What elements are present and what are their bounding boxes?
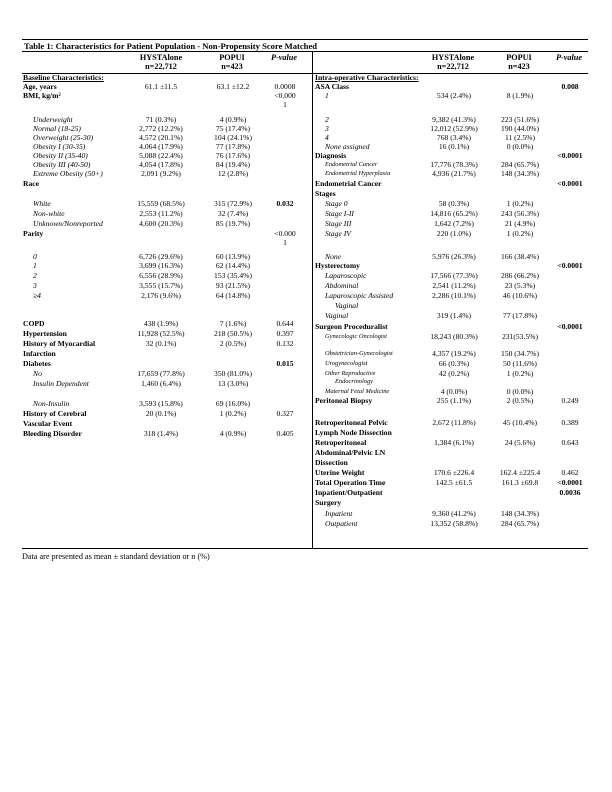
row-label: Endometrial Hyperplasia bbox=[325, 170, 391, 177]
hystalone-value: 6,556 (28.9%) bbox=[139, 271, 183, 280]
hystalone-value: 768 (3.4%) bbox=[436, 133, 472, 142]
popui-value: 69 (16.0%) bbox=[215, 399, 251, 408]
row-label: Urogynecologist bbox=[325, 360, 368, 367]
row-label: Laparoscopic bbox=[325, 271, 367, 280]
popui-value: 63.1 ±12.2 bbox=[216, 82, 250, 91]
hystalone-value: 18,243 (80.3%) bbox=[430, 332, 478, 341]
popui-value: 13 (3.0%) bbox=[217, 379, 249, 388]
row-label: Surgeon Proceduralist bbox=[315, 322, 388, 331]
popui-value: 12 (2.8%) bbox=[217, 169, 249, 178]
row-label: Stage I-II bbox=[325, 209, 354, 218]
popui-value: 161.3 ±69.8 bbox=[501, 478, 539, 487]
row-label: Race bbox=[23, 179, 40, 188]
popui-value: 11 (2.5%) bbox=[504, 133, 536, 142]
p-value: 1 bbox=[283, 238, 287, 247]
row-label: Diagnosis bbox=[315, 151, 347, 160]
row-label: Bleeding Disorder bbox=[23, 429, 82, 438]
hystalone-value: 170.6 ±226.4 bbox=[433, 468, 475, 477]
p-value: 0.015 bbox=[276, 359, 294, 368]
row-label: Parity bbox=[23, 229, 44, 238]
row-label: Normal (18-25) bbox=[33, 124, 81, 133]
row-label: Obesity II (35-40) bbox=[33, 151, 88, 160]
hystalone-value: 220 (1.0%) bbox=[436, 229, 472, 238]
p-value: 1 bbox=[283, 100, 287, 109]
p-value: 0.008 bbox=[561, 82, 579, 91]
p-value: <0.0001 bbox=[557, 261, 583, 270]
p-value: 0.032 bbox=[276, 199, 294, 208]
popui-value: 4 (0.9%) bbox=[219, 429, 247, 438]
row-label: 1 bbox=[325, 91, 329, 100]
hystalone-value: 319 (1.4%) bbox=[436, 311, 472, 320]
popui-value: 64 (14.8%) bbox=[215, 291, 251, 300]
p-value: 0.132 bbox=[276, 339, 294, 348]
hystalone-value: 16 (0.1%) bbox=[438, 142, 470, 151]
hystalone-value: 14,816 (65.2%) bbox=[430, 209, 478, 218]
p-value: 0.643 bbox=[561, 438, 579, 447]
row-label: Endometrial Cancer bbox=[315, 179, 382, 188]
column-divider bbox=[312, 52, 313, 548]
p-value: 0.0036 bbox=[559, 488, 581, 497]
hystalone-value: 2,772 (12.2%) bbox=[139, 124, 183, 133]
hystalone-value: 58 (0.3%) bbox=[438, 199, 470, 208]
hystalone-value: 2,672 (11.8%) bbox=[432, 418, 476, 427]
row-label: Stage IV bbox=[325, 229, 351, 238]
row-label: None assigned bbox=[325, 142, 370, 151]
header-right-hystalone: HYSTAlone n=22,712 bbox=[431, 53, 475, 71]
row-label: History of Myocardial bbox=[23, 339, 96, 348]
row-label: 2 bbox=[33, 271, 37, 280]
row-label: Non-Insulin bbox=[33, 399, 70, 408]
popui-value: 2 (0.5%) bbox=[506, 396, 534, 405]
hystalone-value: 4,936 (21.7%) bbox=[432, 169, 476, 178]
p-value: <0.0001 bbox=[557, 478, 583, 487]
hystalone-value: 4,054 (17.8%) bbox=[139, 160, 183, 169]
p-value: <0.0001 bbox=[557, 179, 583, 188]
row-label: Abdominal/Pelvic LN bbox=[315, 448, 386, 457]
popui-value: 84 (19.4%) bbox=[215, 160, 251, 169]
popui-value: 32 (7.4%) bbox=[217, 209, 249, 218]
popui-value: 190 (44.0%) bbox=[501, 124, 539, 133]
row-label: ASA Class bbox=[315, 82, 349, 91]
popui-value: 93 (21.5%) bbox=[215, 281, 251, 290]
row-label: Inpatient bbox=[325, 509, 353, 518]
hystalone-value: 255 (1.1%) bbox=[436, 396, 472, 405]
row-label: Retroperitoneal bbox=[315, 438, 367, 447]
row-label: 1 bbox=[33, 261, 37, 270]
popui-value: 4 (0.9%) bbox=[219, 115, 247, 124]
row-label: Infarction bbox=[23, 349, 56, 358]
hystalone-value: 17,776 (78.3%) bbox=[430, 160, 478, 169]
hystalone-value: 5,088 (22.4%) bbox=[139, 151, 183, 160]
row-label: Peritoneal Biopsy bbox=[315, 396, 373, 405]
popui-value: 0 (0.0%) bbox=[506, 387, 534, 396]
hystalone-value: 438 (1.9%) bbox=[143, 319, 179, 328]
row-label: White bbox=[33, 199, 51, 208]
hystalone-value: 32 (0.1%) bbox=[145, 339, 177, 348]
p-value: 0.405 bbox=[276, 429, 294, 438]
hystalone-value: 2,541 (11.2%) bbox=[432, 281, 476, 290]
row-label: 3 bbox=[33, 281, 37, 290]
hystalone-value: 12,012 (52.9%) bbox=[430, 124, 478, 133]
hystalone-value: 3,555 (15.7%) bbox=[139, 281, 183, 290]
row-label: Retroperitoneal Pelvic bbox=[315, 418, 388, 427]
hystalone-value: 4,064 (17.9%) bbox=[139, 142, 183, 151]
row-label: Abdominal bbox=[325, 281, 359, 290]
popui-value: 315 (72.9%) bbox=[214, 199, 252, 208]
popui-value: 7 (1.6%) bbox=[219, 319, 247, 328]
header-left-hystalone: HYSTAlone n=22,712 bbox=[139, 53, 183, 71]
row-label: Unknown/Nonreported bbox=[33, 219, 103, 228]
row-label: BMI, kg/m² bbox=[23, 91, 61, 100]
popui-value: 76 (17.6%) bbox=[215, 151, 251, 160]
row-label: Dissection bbox=[315, 458, 348, 467]
popui-value: 1 (0.2%) bbox=[506, 199, 534, 208]
row-label: Inpatient/Outpatient bbox=[315, 488, 383, 497]
hystalone-value: 2,091 (9.2%) bbox=[141, 169, 181, 178]
row-label: Endocrinology bbox=[335, 378, 373, 385]
hystalone-value: 61.1 ±11.5 bbox=[144, 82, 178, 91]
popui-value: 284 (65.7%) bbox=[501, 519, 539, 528]
row-label: Outpatient bbox=[325, 519, 358, 528]
table-title: Table 1: Characteristics for Patient Population - Non-Propensity Score Matched bbox=[22, 39, 588, 52]
row-label: Hypertension bbox=[23, 329, 67, 338]
hystalone-value: 4 (0.0%) bbox=[440, 387, 468, 396]
row-label: Vaginal bbox=[325, 311, 349, 320]
popui-value: 24 (5.6%) bbox=[504, 438, 536, 447]
hystalone-value: 4,600 (20.3%) bbox=[139, 219, 183, 228]
row-label: Stages bbox=[315, 189, 336, 198]
hystalone-value: 13,352 (58.8%) bbox=[430, 519, 478, 528]
popui-value: 77 (17.8%) bbox=[215, 142, 251, 151]
p-value: 0.389 bbox=[561, 418, 579, 427]
header-left-pvalue: P-value bbox=[271, 53, 297, 62]
hystalone-value: 42 (0.2%) bbox=[438, 369, 470, 378]
row-label: No bbox=[33, 369, 42, 378]
row-label: Insulin Dependent bbox=[33, 379, 89, 388]
hystalone-value: 9,382 (41.3%) bbox=[432, 115, 476, 124]
p-value: <0.0001 bbox=[557, 151, 583, 160]
row-label: Underweight bbox=[33, 115, 73, 124]
p-value: 0.327 bbox=[276, 409, 294, 418]
row-label: COPD bbox=[23, 319, 45, 328]
hystalone-value: 1,384 (6.1%) bbox=[434, 438, 474, 447]
row-label: Obstetrician-Gynecologist bbox=[325, 350, 393, 357]
row-label: Vaginal bbox=[335, 301, 359, 310]
row-label: Total Operation Time bbox=[315, 478, 386, 487]
hystalone-value: 3,699 (16.3%) bbox=[139, 261, 183, 270]
popui-value: 50 (11.6%) bbox=[503, 359, 537, 368]
row-label: 0 bbox=[33, 252, 37, 261]
row-label: Obesity III (40-50) bbox=[33, 160, 91, 169]
hystalone-value: 2,286 (10.1%) bbox=[432, 291, 476, 300]
hystalone-value: 2,176 (9.6%) bbox=[141, 291, 181, 300]
hystalone-value: 66 (0.3%) bbox=[438, 359, 470, 368]
popui-value: 75 (17.4%) bbox=[215, 124, 251, 133]
hystalone-value: 15,559 (68.5%) bbox=[137, 199, 185, 208]
popui-value: 243 (56.3%) bbox=[501, 209, 539, 218]
row-label: Obesity I (30-35) bbox=[33, 142, 86, 151]
p-value: 0.462 bbox=[561, 468, 579, 477]
p-value: 0.644 bbox=[276, 319, 294, 328]
row-label: Laparoscopic Assisted bbox=[325, 291, 394, 300]
header-rule bbox=[22, 73, 588, 74]
p-value: <0.0001 bbox=[557, 322, 583, 331]
hystalone-value: 2,553 (11.2%) bbox=[139, 209, 183, 218]
row-label: Diabetes bbox=[23, 359, 51, 368]
row-label: Overweight (25-30) bbox=[33, 133, 94, 142]
hystalone-value: 1,460 (6.4%) bbox=[141, 379, 181, 388]
row-label: Age, years bbox=[23, 82, 57, 91]
hystalone-value: 1,642 (7.2%) bbox=[434, 219, 474, 228]
hystalone-value: 142.5 ±61.5 bbox=[435, 478, 473, 487]
popui-value: 150 (34.7%) bbox=[501, 349, 539, 358]
row-label: Endometrial Cancer bbox=[325, 161, 378, 168]
hystalone-value: 20 (0.1%) bbox=[145, 409, 177, 418]
p-value: <0.000 bbox=[274, 229, 296, 238]
popui-value: 153 (35.4%) bbox=[214, 271, 252, 280]
popui-value: 148 (34.3%) bbox=[501, 169, 539, 178]
row-label: Stage 0 bbox=[325, 199, 348, 208]
hystalone-value: 17,659 (77.8%) bbox=[137, 369, 185, 378]
hystalone-value: 71 (0.3%) bbox=[145, 115, 177, 124]
popui-value: 77 (17.8%) bbox=[502, 311, 538, 320]
row-label: History of Cerebral bbox=[23, 409, 87, 418]
popui-value: 223 (51.6%) bbox=[501, 115, 539, 124]
row-label: Intra-operative Characteristics: bbox=[315, 73, 419, 82]
hystalone-value: 9,360 (41.2%) bbox=[432, 509, 476, 518]
p-value: 0.397 bbox=[276, 329, 294, 338]
hystalone-value: 11,928 (52.5%) bbox=[137, 329, 185, 338]
popui-value: 218 (50.5%) bbox=[214, 329, 252, 338]
table-footnote: Data are presented as mean ± standard deviation or n (%) bbox=[22, 552, 210, 561]
hystalone-value: 3,593 (15.8%) bbox=[139, 399, 183, 408]
popui-value: 21 (4.9%) bbox=[504, 219, 536, 228]
p-value: 0.249 bbox=[561, 396, 579, 405]
row-label: 4 bbox=[325, 133, 329, 142]
popui-value: 162.4 ±225.4 bbox=[499, 468, 541, 477]
popui-value: 46 (10.6%) bbox=[502, 291, 538, 300]
row-label: None bbox=[325, 252, 342, 261]
row-label: Other Reproductive bbox=[325, 370, 376, 377]
row-label: 3 bbox=[325, 124, 329, 133]
hystalone-value: 17,566 (77.3%) bbox=[430, 271, 478, 280]
popui-value: 284 (65.7%) bbox=[501, 160, 539, 169]
hystalone-value: 318 (1.4%) bbox=[143, 429, 179, 438]
popui-value: 1 (0.2%) bbox=[506, 229, 534, 238]
row-label: Baseline Characteristics: bbox=[23, 73, 104, 82]
p-value: 0.0008 bbox=[274, 82, 296, 91]
popui-value: 231(53.5%) bbox=[501, 332, 539, 341]
popui-value: 104 (24.1%) bbox=[214, 133, 252, 142]
row-label: Extreme Obesity (50+) bbox=[33, 169, 103, 178]
popui-value: 60 (13.9%) bbox=[215, 252, 251, 261]
row-label: Vascular Event bbox=[23, 419, 73, 428]
popui-value: 148 (34.3%) bbox=[501, 509, 539, 518]
row-label: Non-white bbox=[33, 209, 65, 218]
row-label: Surgery bbox=[315, 498, 342, 507]
header-right-popui: POPUI n=423 bbox=[506, 53, 532, 71]
popui-value: 0 (0.0%) bbox=[506, 142, 534, 151]
row-label: Gynecologic Oncologist bbox=[325, 333, 387, 340]
hystalone-value: 5,976 (26.3%) bbox=[432, 252, 476, 261]
popui-value: 286 (66.2%) bbox=[501, 271, 539, 280]
hystalone-value: 534 (2.4%) bbox=[436, 91, 472, 100]
popui-value: 166 (38.4%) bbox=[501, 252, 539, 261]
popui-value: 350 (81.0%) bbox=[214, 369, 252, 378]
popui-value: 1 (0.2%) bbox=[219, 409, 247, 418]
hystalone-value: 4,572 (20.1%) bbox=[139, 133, 183, 142]
popui-value: 8 (1.9%) bbox=[506, 91, 534, 100]
row-label: ≥4 bbox=[33, 291, 41, 300]
popui-value: 62 (14.4%) bbox=[215, 261, 251, 270]
p-value: <0.000 bbox=[274, 91, 296, 100]
popui-value: 1 (0.2%) bbox=[506, 369, 534, 378]
row-label: Uterine Weight bbox=[315, 468, 365, 477]
hystalone-value: 4,357 (19.2%) bbox=[432, 349, 476, 358]
row-label: 2 bbox=[325, 115, 329, 124]
hystalone-value: 6,726 (29.6%) bbox=[139, 252, 183, 261]
popui-value: 2 (0.5%) bbox=[219, 339, 247, 348]
popui-value: 23 (5.3%) bbox=[504, 281, 536, 290]
row-label: Stage III bbox=[325, 219, 352, 228]
popui-value: 45 (10.4%) bbox=[502, 418, 538, 427]
popui-value: 85 (19.7%) bbox=[215, 219, 251, 228]
row-label: Maternal Fetal Medicine bbox=[325, 388, 390, 395]
row-label: Hysterectomy bbox=[315, 261, 360, 270]
header-right-pvalue: P-value bbox=[556, 53, 582, 62]
row-label: Lymph Node Dissection bbox=[315, 428, 392, 437]
header-left-popui: POPUI n=423 bbox=[219, 53, 245, 71]
